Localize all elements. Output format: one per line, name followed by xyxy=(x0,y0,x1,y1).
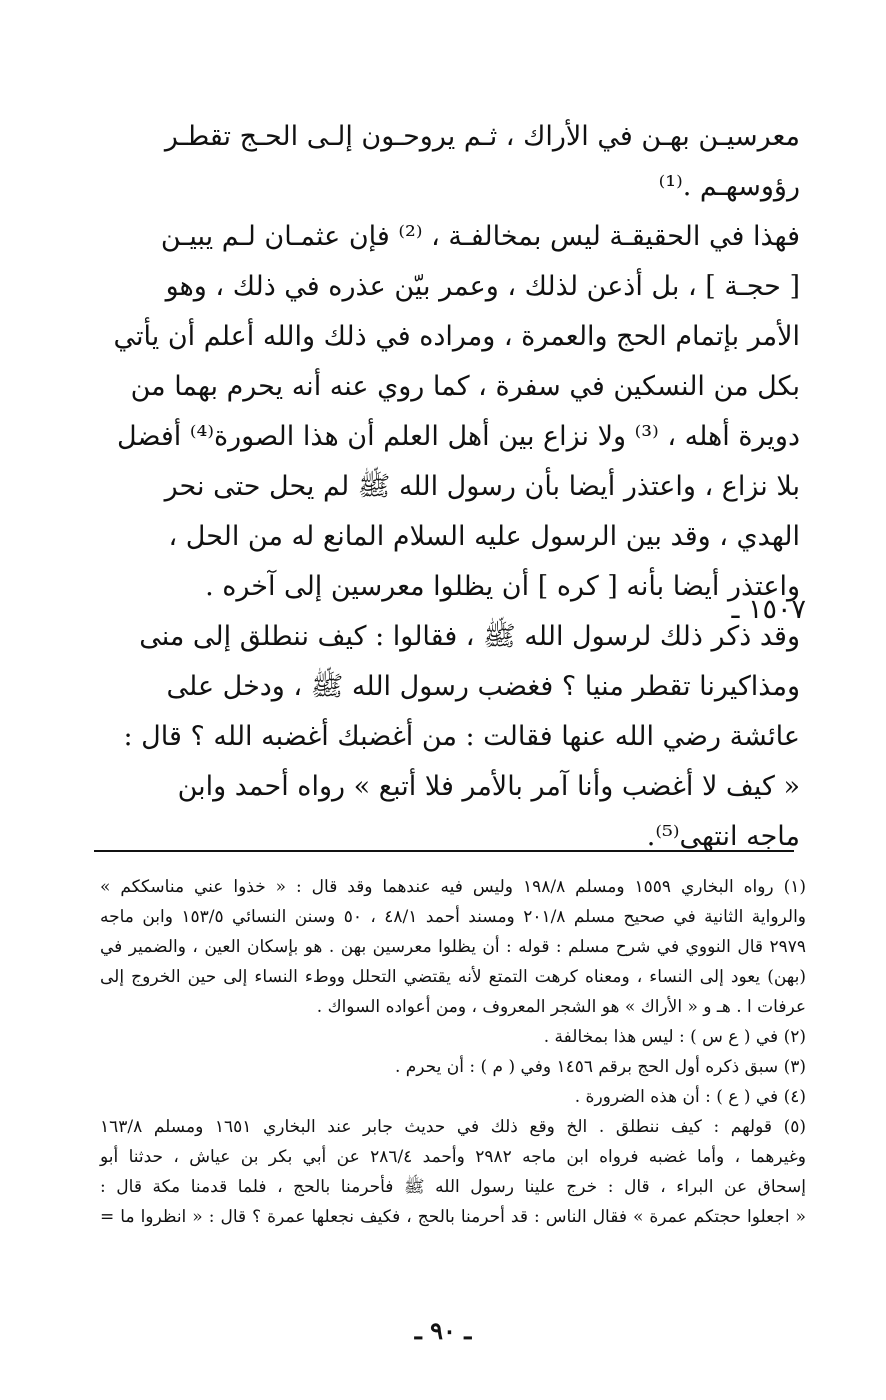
main-line: وقد ذكر ذلك لرسول الله ﷺ ، فقالوا : كيف ننطلق إلى منى xyxy=(139,621,800,652)
footnotes xyxy=(100,872,806,1232)
footnote-line: (بهن) يعود إلى النساء ، ومعناه كرهت التمتع لأنه يقتضي التحلل ووطء النساء إلى حين الخروج إلى xyxy=(100,967,806,987)
main-line: الأمر بإتمام الحج والعمرة ، ومراده في ذلك والله أعلم أن يأتي xyxy=(113,321,800,352)
main-line: ومذاكيرنا تقطر منيا ؟ فغضب رسول الله ﷺ ، ودخل على xyxy=(166,671,800,702)
footnote-line: (٥) قولهم : كيف ننطلق . الخ وقع ذلك في حديث جابر عند البخاري ١٦٥١ ومسلم ١٦٣/٨ xyxy=(100,1117,806,1137)
entry-number: ١٥٠٧ ـ xyxy=(731,594,806,625)
footnote-line: (٤) في ( ع ) : أن هذه الضرورة . xyxy=(574,1087,806,1107)
main-line: فهذا في الحقيقـة ليس بمخالفـة ، ⁽²⁾ فإن عثمـان لـم يبيـن xyxy=(160,221,800,252)
main-line: بكل من النسكين في سفرة ، كما روي عنه أنه يحرم بهما من xyxy=(130,371,800,402)
main-line: رؤوسهـم .⁽¹⁾ xyxy=(658,171,800,202)
main-line: « كيف لا أغضب وأنا آمر بالأمر فلا أتبع » رواه أحمد وابن xyxy=(177,771,800,802)
main-line: واعتذر أيضا بأنه [ كره ] أن يظلوا معرسين إلى آخره . xyxy=(205,571,800,602)
main-line: [ حجـة ] ، بل أذعن لذلك ، وعمر بيّن عذره في ذلك ، وهو xyxy=(165,271,800,302)
footnote-line: إسحاق عن البراء ، قال : خرج علينا رسول الله ﷺ فأحرمنا بالحج ، فلما قدمنا مكة قال : xyxy=(100,1177,806,1197)
footnote-separator xyxy=(94,850,794,852)
footnote-line: عرفات ا . هـ و « الأراك » هو الشجر المعروف ، ومن أعواده السواك . xyxy=(316,997,806,1017)
footnote-line: (٢) في ( ع س ) : ليس هذا بمخالفة . xyxy=(543,1027,806,1047)
main-line: عائشة رضي الله عنها فقالت : من أغضبك أغضبه الله ؟ قال : xyxy=(123,721,800,752)
main-line: ماجه انتهى⁽⁵⁾. xyxy=(646,821,800,852)
footnote-line: والرواية الثانية في صحيح مسلم ٢٠١/٨ ومسند أحمد ٤٨/١ ، ٥٠ وسنن النسائي ١٥٣/٥ وابن ماجه xyxy=(100,907,807,927)
main-line: دويرة أهله ، ⁽³⁾ ولا نزاع بين أهل العلم أن هذا الصورة⁽⁴⁾ أفضل xyxy=(117,421,800,452)
footnote-line: وغيرهما ، وأما غضبه فرواه ابن ماجه ٢٩٨٢ وأحمد ٢٨٦/٤ عن أبي بكر بن عياش ، حدثنا أبو xyxy=(100,1147,806,1167)
footnote-line: ٢٩٧٩ قال النووي في شرح مسلم : قوله : أن يظلوا معرسين بهن . هو بإسكان العين ، والضمير في xyxy=(100,937,806,957)
main-text xyxy=(113,112,800,862)
footnote-line: (٣) سبق ذكره أول الحج برقم ١٤٥٦ وفي ( م ) : أن يحرم . xyxy=(394,1057,806,1077)
page-number: ـ ٩٠ ـ xyxy=(414,1316,472,1345)
main-line: الهدي ، وقد بين الرسول عليه السلام المانع له من الحل ، xyxy=(168,521,800,552)
footnote-line: (١) رواه البخاري ١٥٥٩ ومسلم ١٩٨/٨ وليس فيه عندهما وقد قال : « خذوا عني مناسككم » xyxy=(100,877,806,897)
main-line: معرسيـن بهـن في الأراك ، ثـم يروحـون إلـى الحـج تقطـر xyxy=(164,121,800,152)
footnote-line: « اجعلوا حجتكم عمرة » فقال الناس : قد أحرمنا بالحج ، فكيف نجعلها عمرة ؟ قال : « انظروا ما = xyxy=(100,1207,806,1227)
main-line: بلا نزاع ، واعتذر أيضا بأن رسول الله ﷺ لم يحل حتى نحر xyxy=(164,471,800,502)
